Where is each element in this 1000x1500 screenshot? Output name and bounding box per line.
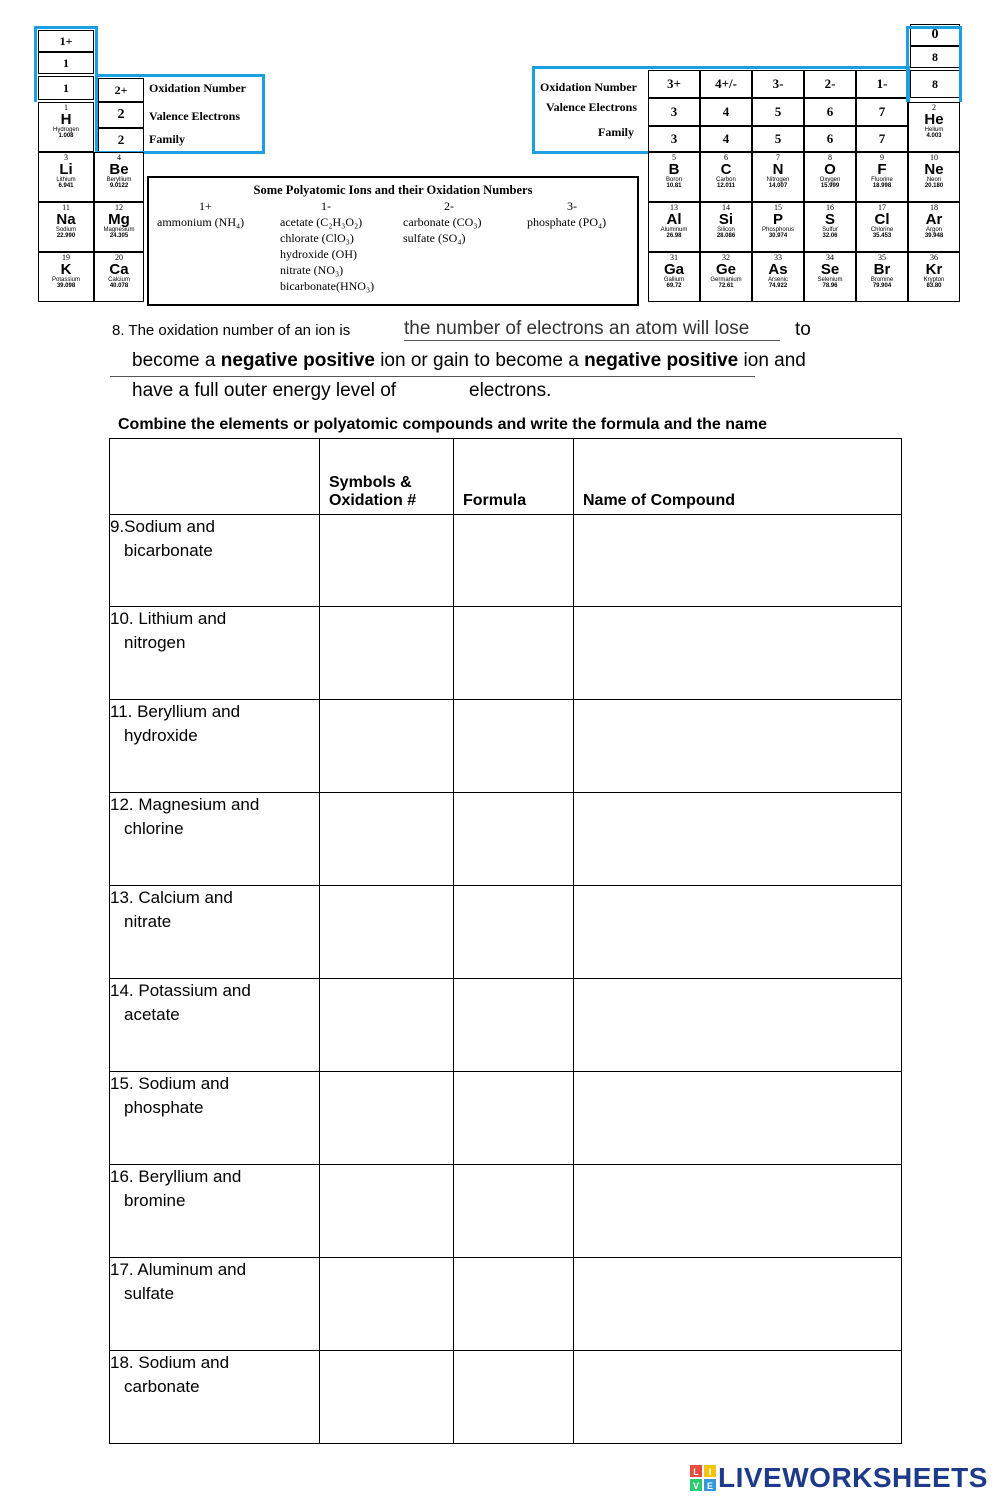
polyatomic-ion: sulfate (SO₄) xyxy=(403,231,466,245)
element-sym: Ga xyxy=(663,261,684,278)
name-field[interactable] xyxy=(574,793,902,886)
element-mass: 6.941 xyxy=(58,183,74,189)
table-row xyxy=(110,1258,902,1351)
question-8-line1 xyxy=(112,322,350,339)
element-sym: Al xyxy=(666,211,682,228)
element-name: Fluorine xyxy=(871,177,893,183)
element-num: 12 xyxy=(115,203,123,212)
logo-letter: I xyxy=(708,1467,712,1477)
question-label-2: carbonate xyxy=(124,1377,200,1396)
question-label-2: sulfate xyxy=(124,1284,175,1303)
element-al xyxy=(648,202,700,252)
element-name: Gallium xyxy=(663,277,685,283)
table-row xyxy=(110,1165,902,1258)
right-oxidation-cell xyxy=(648,70,700,98)
element-name: Magnesium xyxy=(103,227,135,233)
element-num: 7 xyxy=(776,153,780,162)
element-name: Argon xyxy=(925,227,942,233)
formula-field[interactable] xyxy=(454,1072,574,1165)
element-name: Calcium xyxy=(108,277,130,283)
element-mass: 28.086 xyxy=(716,233,736,239)
header-blank xyxy=(110,439,320,515)
instruction-text: Combine the elements or polyatomic compounds and write the formula and the name xyxy=(118,416,767,433)
formula-field[interactable] xyxy=(454,1165,574,1258)
element-mass: 83.80 xyxy=(926,283,942,289)
element-name: Sulfur xyxy=(822,227,838,233)
element-ca xyxy=(94,252,144,302)
element-sym: Br xyxy=(873,261,891,278)
element-sym: Cl xyxy=(874,211,890,228)
element-mass: 4.003 xyxy=(926,133,942,139)
element-sym: F xyxy=(877,161,887,178)
right-oxidation-value: 3+ xyxy=(667,76,681,91)
element-mass: 69.72 xyxy=(666,283,682,289)
formula-field[interactable] xyxy=(454,515,574,607)
formula-field[interactable] xyxy=(454,979,574,1072)
element-num: 15 xyxy=(774,203,782,212)
element-o xyxy=(804,152,856,202)
element-mass: 24.305 xyxy=(109,233,129,239)
question-label: 18. Sodium and xyxy=(110,1353,230,1372)
element-name: Krypton xyxy=(923,277,945,283)
name-field[interactable] xyxy=(574,1258,902,1351)
element-num: 3 xyxy=(64,153,68,162)
line2-text-c: ion and xyxy=(743,350,806,371)
table-header-row xyxy=(110,439,902,515)
polyatomic-ion: carbonate (CO₃) xyxy=(403,215,482,229)
element-sym: H xyxy=(60,111,72,128)
element-name: Bromine xyxy=(870,277,894,283)
element-as xyxy=(752,252,804,302)
question-cell xyxy=(110,515,320,607)
choice-positive-2[interactable]: positive xyxy=(666,350,739,371)
element-sym: Kr xyxy=(925,261,943,278)
element-num: 33 xyxy=(774,253,782,262)
element-mass: 78.96 xyxy=(822,283,838,289)
element-p xyxy=(752,202,804,252)
question-8-prefix: 8. The oxidation number of an ion is xyxy=(112,322,351,339)
element-num: 31 xyxy=(670,253,678,262)
element-name: Selenium xyxy=(817,277,843,283)
name-field[interactable] xyxy=(574,1072,902,1165)
element-name: Neon xyxy=(926,177,942,183)
element-name: Nitrogen xyxy=(766,177,790,183)
right-label-family: Family xyxy=(598,125,634,139)
element-num: 11 xyxy=(62,203,70,212)
group1-oxidation-value: 1+ xyxy=(59,34,73,48)
polyatomic-ion: hydroxide (OH) xyxy=(280,247,357,261)
element-mg xyxy=(94,202,144,252)
element-num: 1 xyxy=(64,103,68,112)
question-label-2: nitrogen xyxy=(124,633,186,652)
element-num: 19 xyxy=(62,253,70,262)
symbols-field[interactable] xyxy=(320,979,454,1072)
element-sym: Na xyxy=(56,211,76,228)
name-field[interactable] xyxy=(574,886,902,979)
name-field[interactable] xyxy=(574,700,902,793)
element-num: 8 xyxy=(828,153,832,162)
liveworksheets-brand: LIVEWORKSHEETS xyxy=(718,1462,988,1493)
element-mass: 79.904 xyxy=(872,283,892,289)
element-sym: Ar xyxy=(925,211,943,228)
element-mass: 22.990 xyxy=(56,233,76,239)
polyatomic-head-3minus: 3- xyxy=(567,199,577,213)
element-sym: N xyxy=(772,161,784,178)
element-k xyxy=(38,252,94,302)
element-si xyxy=(700,202,752,252)
element-sym: Mg xyxy=(108,211,130,228)
element-mass: 32.06 xyxy=(822,233,838,239)
group2-family-value: 2 xyxy=(117,132,125,147)
left-label-family: Family xyxy=(149,132,185,146)
symbols-field[interactable] xyxy=(320,886,454,979)
logo-letter: V xyxy=(692,1481,700,1491)
element-sym: O xyxy=(824,161,836,178)
element-h xyxy=(38,102,94,152)
right-valence-value: 7 xyxy=(878,104,886,119)
element-kr xyxy=(908,252,960,302)
noble-family-value: 8 xyxy=(932,77,938,91)
right-oxidation-cell xyxy=(856,70,908,98)
element-li xyxy=(38,152,94,202)
question-cell xyxy=(110,886,320,979)
element-mass: 26.98 xyxy=(666,233,682,239)
logo-letter: E xyxy=(706,1481,714,1491)
element-mass: 20.180 xyxy=(924,183,944,189)
element-sym: P xyxy=(772,211,783,228)
question-cell xyxy=(110,1072,320,1165)
element-mass: 9.0122 xyxy=(109,183,129,189)
right-family-cell xyxy=(648,126,700,152)
right-label-oxidation: Oxidation Number xyxy=(540,80,638,94)
right-family-value: 4 xyxy=(722,131,730,146)
element-sym: Ne xyxy=(924,161,944,178)
element-mass: 1.008 xyxy=(58,133,74,139)
element-mass: 30.974 xyxy=(768,233,788,239)
element-num: 34 xyxy=(826,253,834,262)
question-label: 16. Beryllium and xyxy=(110,1167,242,1186)
liveworksheets-logo-icon xyxy=(690,1465,716,1491)
element-sym: Li xyxy=(59,161,73,178)
right-valence-cell xyxy=(804,98,856,126)
question-cell xyxy=(110,1258,320,1351)
worksheet-table xyxy=(109,438,902,1444)
right-valence-value: 6 xyxy=(826,104,834,119)
element-num: 6 xyxy=(724,153,728,162)
element-num: 36 xyxy=(930,253,938,262)
element-num: 2 xyxy=(932,103,936,112)
element-ne xyxy=(908,152,960,202)
group2-oxidation-value: 2+ xyxy=(114,83,128,97)
question-8-line2 xyxy=(132,350,806,372)
question-8-to: to xyxy=(795,319,811,340)
name-field[interactable] xyxy=(574,1351,902,1444)
table-row xyxy=(110,515,902,607)
symbols-field[interactable] xyxy=(320,1165,454,1258)
element-sym: Ca xyxy=(109,261,129,278)
right-oxidation-cell xyxy=(752,70,804,98)
right-oxidation-value: 3- xyxy=(772,76,784,91)
group2-highlight xyxy=(95,74,265,154)
group2-valence-value: 2 xyxy=(117,107,125,122)
question-label: 11. Beryllium and xyxy=(110,702,241,721)
noble-oxidation-value: 0 xyxy=(931,27,939,42)
element-ar xyxy=(908,202,960,252)
element-name: Boron xyxy=(665,177,682,183)
element-mass: 39.948 xyxy=(924,233,944,239)
question-label-2: bromine xyxy=(124,1191,186,1210)
element-num: 14 xyxy=(722,203,730,212)
element-he xyxy=(908,102,960,152)
element-mass: 72.61 xyxy=(718,283,734,289)
element-num: 18 xyxy=(930,203,938,212)
question-cell xyxy=(110,700,320,793)
element-mass: 15.999 xyxy=(820,183,840,189)
element-name: Carbon xyxy=(716,177,736,183)
right-family-cell xyxy=(752,126,804,152)
element-mass: 39.098 xyxy=(56,283,76,289)
question-8-line3 xyxy=(132,380,396,402)
question-cell xyxy=(110,793,320,886)
name-field[interactable] xyxy=(574,515,902,607)
left-label-valence: Valence Electrons xyxy=(149,109,240,123)
element-sym: He xyxy=(924,111,944,128)
name-field[interactable] xyxy=(574,1165,902,1258)
right-family-value: 5 xyxy=(774,131,782,146)
question-cell xyxy=(110,979,320,1072)
polyatomic-head-1minus: 1- xyxy=(321,199,331,213)
formula-field[interactable] xyxy=(454,793,574,886)
element-mass: 40.078 xyxy=(109,283,129,289)
underline-line2 xyxy=(110,376,755,377)
element-name: Phosphorus xyxy=(761,227,795,233)
symbols-field[interactable] xyxy=(320,793,454,886)
right-valence-cell xyxy=(752,98,804,126)
element-num: 13 xyxy=(670,203,678,212)
right-valence-value: 3 xyxy=(670,104,678,119)
question-label: 14. Potassium and xyxy=(110,981,251,1000)
polyatomic-ion: nitrate (NO₃) xyxy=(280,263,344,277)
name-field[interactable] xyxy=(574,979,902,1072)
liveworksheets-logo xyxy=(690,1462,988,1494)
right-oxidation-cell xyxy=(700,70,752,98)
element-mass: 12.011 xyxy=(716,183,736,189)
element-b xyxy=(648,152,700,202)
right-valence-cell xyxy=(856,98,908,126)
table-row xyxy=(110,1072,902,1165)
element-name: Sodium xyxy=(55,227,77,233)
element-name: Chlorine xyxy=(870,227,894,233)
symbols-field[interactable] xyxy=(320,515,454,607)
table-row xyxy=(110,886,902,979)
element-sym: Ge xyxy=(715,261,736,278)
symbols-field[interactable] xyxy=(320,700,454,793)
symbols-field[interactable] xyxy=(320,607,454,700)
question-label-2: bicarbonate xyxy=(124,541,213,560)
element-se xyxy=(804,252,856,302)
element-sym: C xyxy=(720,161,732,178)
element-num: 16 xyxy=(826,203,834,212)
element-mass: 35.453 xyxy=(872,233,892,239)
logo-letter: L xyxy=(693,1467,699,1477)
formula-field[interactable] xyxy=(454,1258,574,1351)
element-name: Helium xyxy=(924,127,944,133)
right-family-value: 3 xyxy=(670,131,678,146)
line2-text-b: ion or gain to become a xyxy=(380,350,579,371)
element-num: 5 xyxy=(672,153,676,162)
symbols-field[interactable] xyxy=(320,1072,454,1165)
element-name: Lithium xyxy=(56,177,76,183)
element-sym: B xyxy=(668,161,680,178)
polyatomic-ion: bicarbonate(HNO₃) xyxy=(280,279,375,293)
question-cell xyxy=(110,1351,320,1444)
question-label-2: acetate xyxy=(124,1005,180,1024)
group1-valence-value: 1 xyxy=(63,56,69,70)
electrons-blank[interactable] xyxy=(428,382,464,404)
right-valence-value: 4 xyxy=(722,104,730,119)
question-label: 17. Aluminum and xyxy=(110,1260,247,1279)
choice-positive-1[interactable]: positive xyxy=(303,350,375,371)
left-label-oxidation: Oxidation Number xyxy=(149,81,247,95)
right-oxidation-value: 2- xyxy=(824,76,836,91)
polyatomic-title: Some Polyatomic Ions and their Oxidation Numbers xyxy=(253,183,533,197)
element-sym: K xyxy=(60,261,72,278)
element-na xyxy=(38,202,94,252)
element-num: 32 xyxy=(722,253,730,262)
element-sym: Be xyxy=(109,161,129,178)
element-num: 9 xyxy=(880,153,884,162)
question-label: 10. Lithium and xyxy=(110,609,227,628)
choice-negative-1[interactable]: negative xyxy=(220,350,298,371)
line3-text-a: have a full outer energy level of xyxy=(132,380,397,401)
element-cl xyxy=(856,202,908,252)
polyatomic-ion: acetate (C₂H₃O₂) xyxy=(280,215,363,229)
polyatomic-ion: ammonium (NH₄) xyxy=(157,215,245,229)
header-symbols: Symbols & Oxidation # xyxy=(320,439,454,515)
table-row xyxy=(110,607,902,700)
element-be xyxy=(94,152,144,202)
right-family-cell xyxy=(804,126,856,152)
element-name: Germanium xyxy=(710,277,742,283)
element-name: Silicon xyxy=(717,227,735,233)
table-row xyxy=(110,700,902,793)
element-mass: 10.81 xyxy=(666,183,682,189)
question-cell xyxy=(110,607,320,700)
element-sym: Se xyxy=(820,261,840,278)
polyatomic-ion: phosphate (PO₄) xyxy=(527,215,607,229)
formula-field[interactable] xyxy=(454,1351,574,1444)
right-family-value: 6 xyxy=(826,131,834,146)
element-num: 10 xyxy=(930,153,938,162)
element-name: Oxygen xyxy=(819,177,841,183)
formula-field[interactable] xyxy=(454,886,574,979)
table-row xyxy=(110,1351,902,1444)
element-s xyxy=(804,202,856,252)
polyatomic-head-2minus: 2- xyxy=(444,199,454,213)
question-cell xyxy=(110,1165,320,1258)
right-family-value: 7 xyxy=(878,131,886,146)
question-8-electrons: electrons. xyxy=(469,380,552,401)
polyatomic-ions-box xyxy=(147,176,639,306)
right-valence-cell xyxy=(700,98,752,126)
question-label: 15. Sodium and xyxy=(110,1074,230,1093)
element-n xyxy=(752,152,804,202)
line2-text-a: become a xyxy=(132,350,216,371)
element-ga xyxy=(648,252,700,302)
right-oxidation-value: 4+/- xyxy=(715,76,737,91)
element-br xyxy=(856,252,908,302)
group1-family-value: 1 xyxy=(63,81,69,95)
group1-highlight xyxy=(34,26,98,102)
table-body xyxy=(110,515,902,1444)
right-label-valence: Valence Electrons xyxy=(546,100,637,114)
element-f xyxy=(856,152,908,202)
noble-valence-value: 8 xyxy=(932,50,938,64)
formula-field[interactable] xyxy=(454,607,574,700)
polyatomic-ion: chlorate (ClO₃) xyxy=(280,231,354,245)
element-num: 20 xyxy=(115,253,123,262)
right-valence-cell xyxy=(648,98,700,126)
polyatomic-head-1plus: 1+ xyxy=(199,199,212,213)
element-name: Potassium xyxy=(51,277,80,283)
table-row xyxy=(110,793,902,886)
right-oxidation-value: 1- xyxy=(876,76,888,91)
right-oxidation-cell xyxy=(804,70,856,98)
right-family-cell xyxy=(856,126,908,152)
element-ge xyxy=(700,252,752,302)
symbols-field[interactable] xyxy=(320,1351,454,1444)
element-name: Hydrogen xyxy=(52,127,79,133)
question-label: 13. Calcium and xyxy=(110,888,233,907)
right-family-cell xyxy=(700,126,752,152)
formula-field[interactable] xyxy=(454,700,574,793)
question-label-2: phosphate xyxy=(124,1098,204,1117)
element-name: Beryllium xyxy=(106,177,132,183)
question-label: 9.Sodium and xyxy=(110,517,215,536)
element-sym: Si xyxy=(718,211,734,228)
choice-negative-2[interactable]: negative xyxy=(584,350,662,371)
element-c xyxy=(700,152,752,202)
question-label-2: chlorine xyxy=(124,819,184,838)
element-num: 35 xyxy=(878,253,886,262)
element-num: 4 xyxy=(117,153,121,162)
element-num: 17 xyxy=(878,203,886,212)
answer-field[interactable] xyxy=(404,318,780,341)
header-formula: Formula xyxy=(454,439,574,515)
name-field[interactable] xyxy=(574,607,902,700)
question-label-2: hydroxide xyxy=(124,726,198,745)
element-sym: S xyxy=(824,211,835,228)
element-sym: As xyxy=(768,261,788,278)
element-name: Aluminum xyxy=(660,227,688,233)
question-label-2: nitrate xyxy=(124,912,172,931)
question-label: 12. Magnesium and xyxy=(110,795,260,814)
right-valence-value: 5 xyxy=(774,104,782,119)
element-mass: 74.922 xyxy=(768,283,788,289)
element-mass: 14.007 xyxy=(768,183,788,189)
noble-highlight xyxy=(906,26,962,102)
element-mass: 18.998 xyxy=(872,183,892,189)
element-name: Arsenic xyxy=(767,277,788,283)
header-name: Name of Compound xyxy=(574,439,902,515)
table-row xyxy=(110,979,902,1072)
symbols-field[interactable] xyxy=(320,1258,454,1351)
answer-text: the number of electrons an atom will lose xyxy=(404,318,750,339)
